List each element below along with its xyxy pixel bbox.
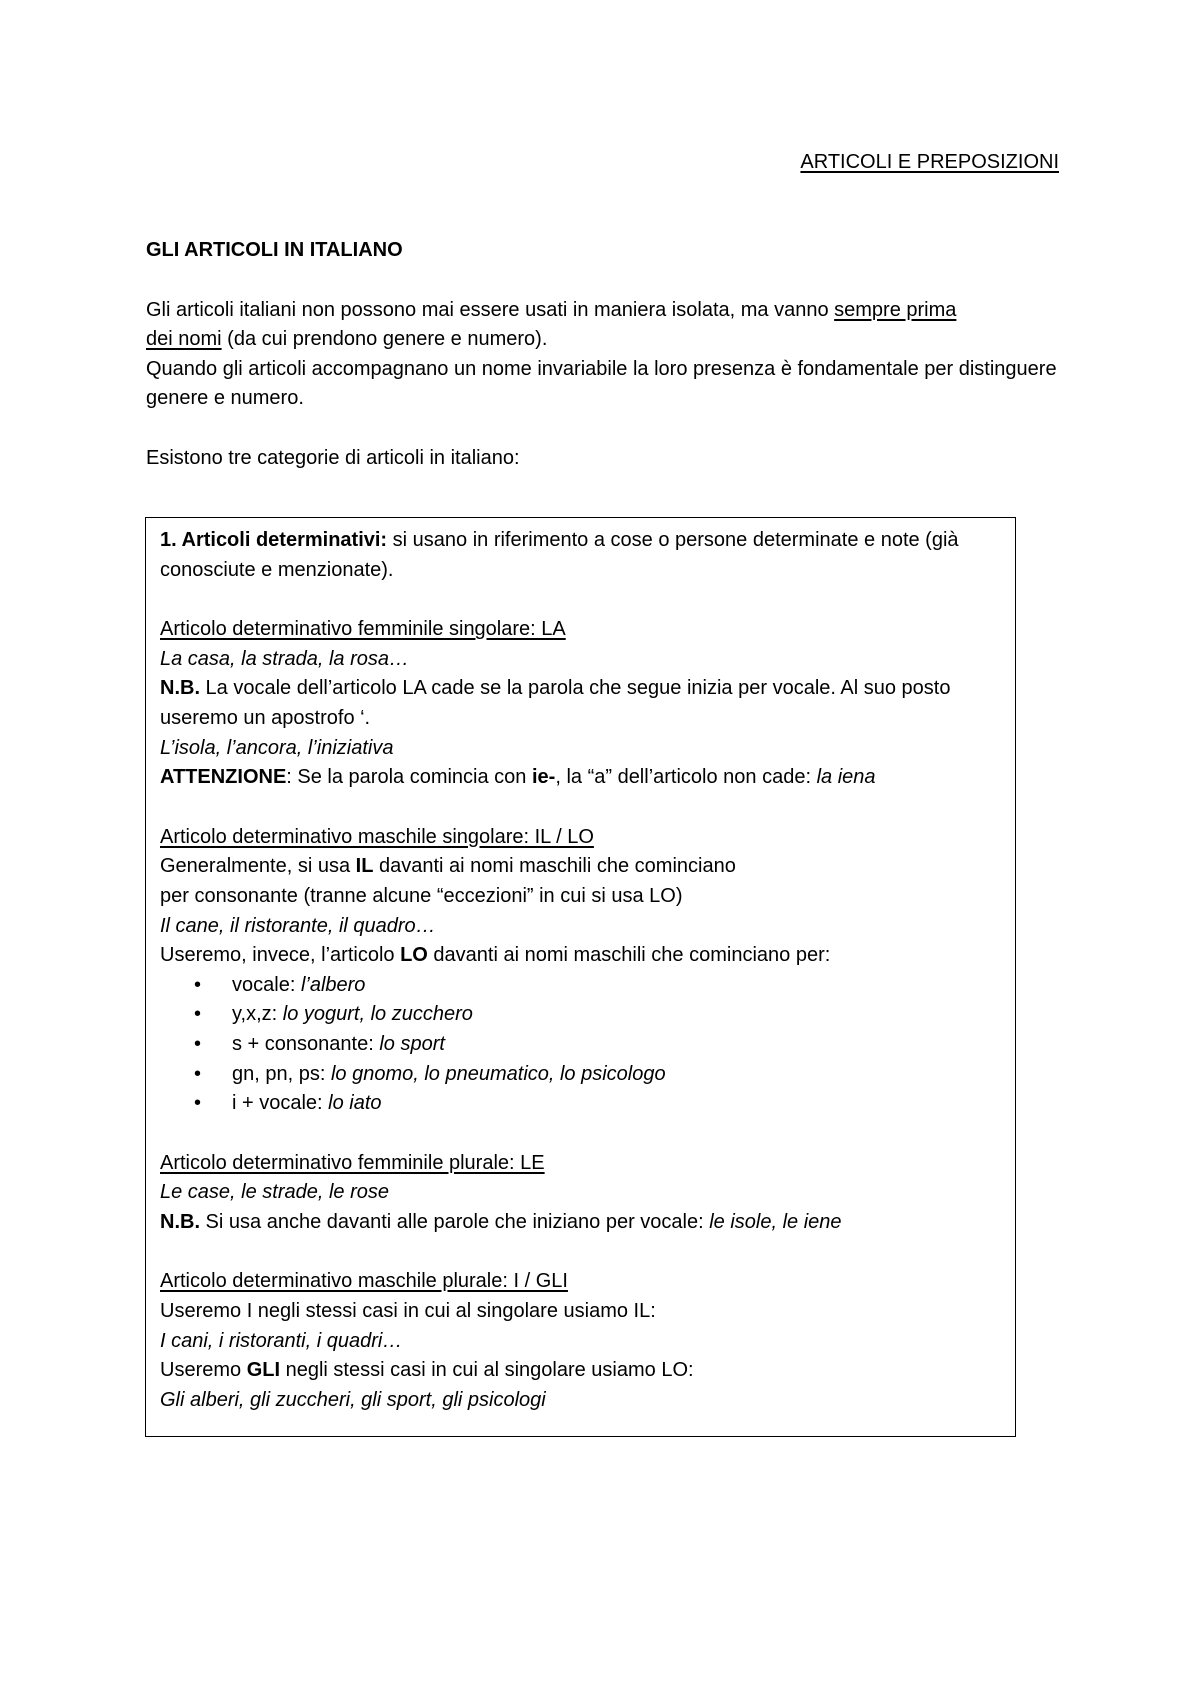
masc-plur-examples-2: Gli alberi, gli zuccheri, gli sport, gli psicologi xyxy=(160,1388,546,1411)
nb-label: N.B. xyxy=(160,1210,200,1233)
attention-label: ATTENZIONE xyxy=(160,766,287,789)
box-lead xyxy=(160,526,1001,585)
intro-p1-text-end: (da cui prendono genere e numero). xyxy=(221,328,548,351)
masc-plur-line-2 xyxy=(160,1356,1001,1386)
bullet-example: l’albero xyxy=(300,973,366,996)
lo-line-b: davanti ai nomi maschili che cominciano per: xyxy=(427,944,831,967)
bullet-icon: • xyxy=(194,1062,202,1085)
fem-plur-nb xyxy=(160,1208,1001,1238)
list-item xyxy=(160,971,1001,1001)
box-lead-text: si usano in riferimento a cose o persone determinate e note (già conosciute e menzionate). xyxy=(160,529,959,581)
attention-ie: ie- xyxy=(531,766,556,789)
masc-sing-line-1-b: davanti ai nomi maschili che cominciano xyxy=(373,855,736,878)
nb-text: Si usa anche davanti alle parole che iniziano per vocale: xyxy=(200,1210,710,1233)
bullet-icon: • xyxy=(194,1003,202,1026)
intro-paragraph-1 xyxy=(146,296,1076,355)
list-item xyxy=(160,1000,1001,1030)
bullet-icon: • xyxy=(194,1092,202,1115)
list-item xyxy=(160,1060,1001,1090)
intro-p1-text: Gli articoli italiani non possono mai essere usati in maniera isolata, ma vanno xyxy=(146,298,835,321)
masc-sing-heading: Articolo determinativo maschile singolare: IL / LO xyxy=(160,825,594,848)
intro-p1-underline-1: sempre prima xyxy=(834,298,957,321)
document-title: ARTICOLI E PREPOSIZIONI xyxy=(800,151,1059,173)
fem-plur-heading: Articolo determinativo femminile plurale: LE xyxy=(160,1151,545,1174)
lo-line-a: Useremo, invece, l’articolo xyxy=(160,944,401,967)
masc-sing-il: IL xyxy=(355,855,374,878)
lo-line-lo: LO xyxy=(400,944,428,967)
masc-plur-line-2-a: Useremo xyxy=(160,1359,247,1382)
bullet-label: vocale: xyxy=(232,973,301,996)
bullet-label: gn, pn, ps: xyxy=(232,1062,331,1085)
masc-sing-lo-line xyxy=(160,941,1001,971)
masc-plur-gli: GLI xyxy=(246,1359,281,1382)
determinative-articles-box xyxy=(145,517,1016,1437)
masc-plur-line-2-b: negli stessi casi in cui al singolare usiamo LO: xyxy=(280,1359,694,1382)
bullet-icon: • xyxy=(194,1032,202,1055)
bullet-label: y,x,z: xyxy=(232,1003,283,1026)
nb-label: N.B. xyxy=(160,677,200,700)
fem-sing-examples: La casa, la strada, la rosa… xyxy=(160,647,410,670)
intro-section xyxy=(146,236,1076,474)
fem-sing-apostrophe-examples: L’isola, l’ancora, l’iniziativa xyxy=(160,736,394,759)
fem-plur-examples: Le case, le strade, le rose xyxy=(160,1181,390,1204)
attention-text-a: : Se la parola comincia con xyxy=(286,766,532,789)
bullet-example: lo gnomo, lo pneumatico, lo psicologo xyxy=(330,1062,666,1085)
masc-sing-line-1-a: Generalmente, si usa xyxy=(160,855,356,878)
list-item xyxy=(160,1089,1001,1119)
nb-examples: le isole, le iene xyxy=(709,1210,842,1233)
bullet-label: i + vocale: xyxy=(232,1092,329,1115)
intro-paragraph-3: Esistono tre categorie di articoli in italiano: xyxy=(146,446,520,469)
attention-example: la iena xyxy=(816,766,876,789)
bullet-example: lo iato xyxy=(328,1092,382,1115)
intro-p1-underline-2: dei nomi xyxy=(146,328,222,351)
section-heading: GLI ARTICOLI IN ITALIANO xyxy=(146,239,403,261)
bullet-example: lo sport xyxy=(379,1032,445,1055)
list-item xyxy=(160,1030,1001,1060)
masc-sing-line-2: per consonante (tranne alcune “eccezioni” in cui si usa LO) xyxy=(160,884,683,907)
intro-paragraph-2: Quando gli articoli accompagnano un nome invariabile la loro presenza è fondamentale per distinguere genere e numero. xyxy=(146,357,1057,410)
attention-text-b: , la “a” dell’articolo non cade: xyxy=(555,766,817,789)
nb-text: La vocale dell’articolo LA cade se la parola che segue inizia per vocale. Al suo posto useremo un apostrofo ‘. xyxy=(160,677,951,729)
fem-sing-attention xyxy=(160,763,1001,793)
bullet-label: s + consonante: xyxy=(232,1032,380,1055)
masc-plur-line-1: Useremo I negli stessi casi in cui al singolare usiamo IL: xyxy=(160,1300,656,1323)
masc-sing-line-1 xyxy=(160,852,1001,882)
box-lead-bold: 1. Articoli determinativi: xyxy=(160,529,388,551)
masc-plur-examples-1: I cani, i ristoranti, i quadri… xyxy=(160,1329,403,1352)
fem-sing-heading: Articolo determinativo femminile singolare: LA xyxy=(160,618,566,641)
masc-plur-heading: Articolo determinativo maschile plurale: I / GLI xyxy=(160,1270,568,1293)
masc-sing-examples: Il cane, il ristorante, il quadro… xyxy=(160,914,436,937)
bullet-example: lo yogurt, lo zucchero xyxy=(282,1003,473,1026)
bullet-icon: • xyxy=(194,973,202,996)
lo-bullet-list xyxy=(160,971,1001,1119)
fem-sing-nb xyxy=(160,674,1001,733)
